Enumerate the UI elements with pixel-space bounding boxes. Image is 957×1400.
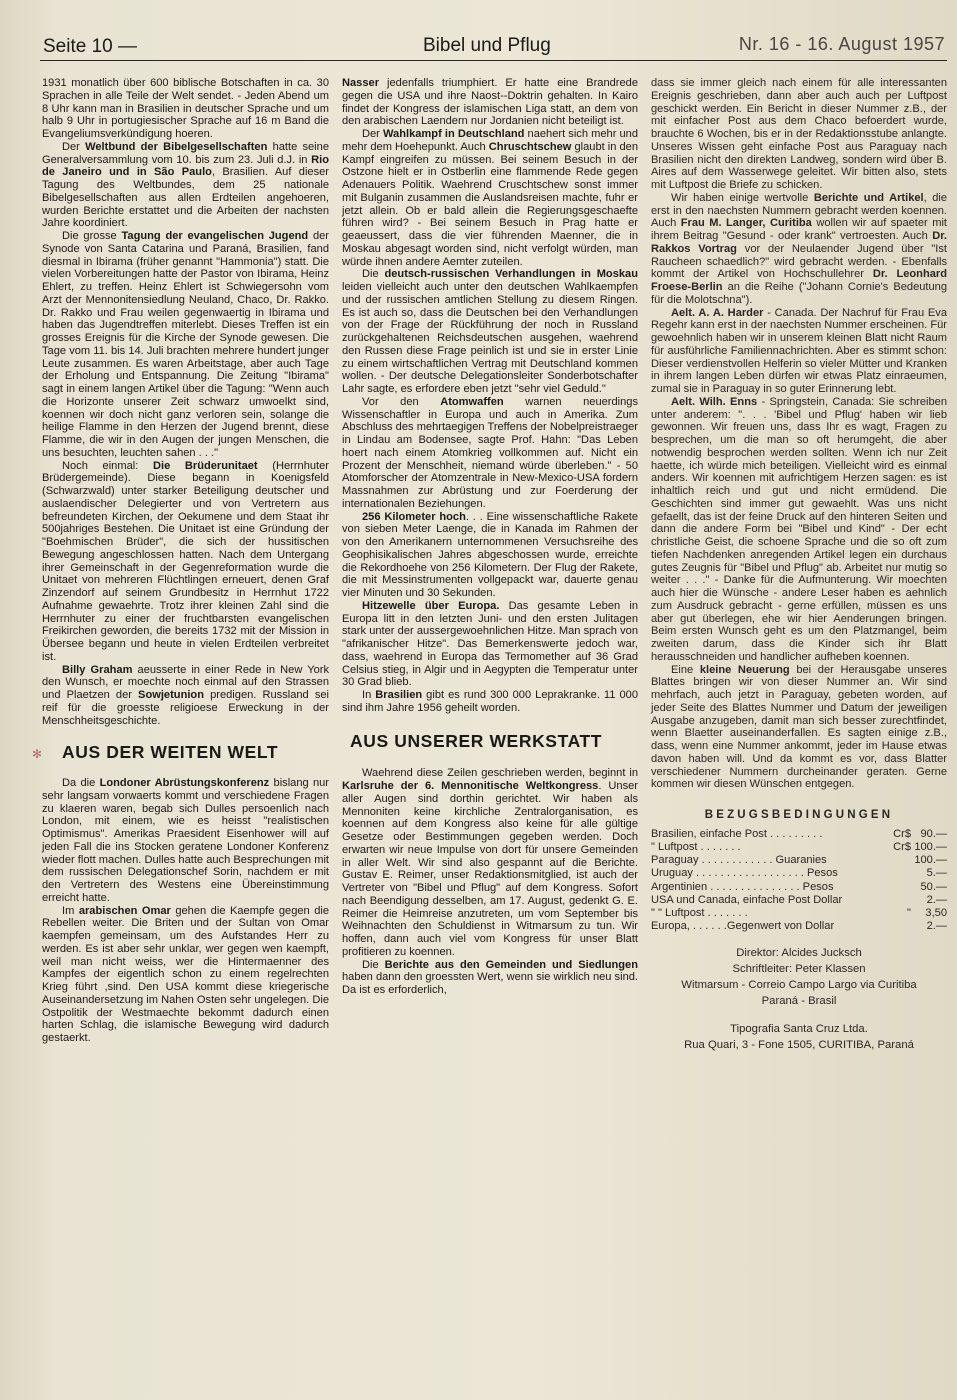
price-table <box>651 828 947 934</box>
printer-info <box>651 1021 947 1053</box>
paragraph: 256 Kilometer hoch. . . Eine wissenschaftliche Rakete von sieben Meter Laenge, die in Kanada im Rahmen der von den Amerikanern unternommenen Versuchsreihe des Geophisikalischen Jahres abgeschossen wurde, erreichte die Rekordhoehe von 256 Kilometern. Der Flug der Rakete, die mit Messinstrumenten vollgepackt war, dauerte genau vier Minuten und 30 Sekunden. <box>342 510 638 599</box>
paragraph: Aelt. A. A. Harder - Canada. Der Nachruf für Frau Eva Regehr kann erst in der naechsten Nummer erscheinen. Für gewoehnlich haben wir in unserem kleinen Blatt nicht Raum für ausführliche Familiennachrichten. Aber es stimmt schon: Dieser verdienstvollen Helferin so vieler Mütter und Kranken in ihrem langen Leben dürfen wir etwas Platz einraeumen, zumal sie in Paraguay in so guter Erinnerung lebt. <box>651 306 947 395</box>
paragraph: Im arabischen Omar gehen die Kaempfe gegen die Rebellen weiter. Die Briten und der Sultan von Omar kaempfen gemeinsam, um des Aufstandes Herr zu werden. Es ist aber sehr unklar, wer gegen wen kaempft, weil man nicht weiss, wer die Hintermaenner des Kampfes der eigentlich schon zu einem regelrechten Krieg führt ,sind. Den USA kommt diese kriegerische Auseinandersetzung im Nahen Osten sehr ungelegen. Die Ostpolitik der Westmaechte bekommt dadurch einen harten Schlag, die islamische Bewegung wird dadurch gestaerkt. <box>42 904 329 1044</box>
director-line: Direktor: Alcides Jucksch <box>736 947 862 960</box>
paragraph: Billy Graham aeusserte in einer Rede in New York den Wunsch, er moechte noch einmal auf den Strassen und Plaetzen der Sowjetunion predigen. Russland sei reif für die groesste religioese Erweckung in der Menschheitsgeschichte. <box>42 663 330 727</box>
price-row <box>651 867 947 880</box>
paragraph: Aelt. Wilh. Enns - Springstein, Canada: Sie schreiben unter anderem: ". . . 'Bibel und Pflug' haben wir lieb gewonnen. Wir freuen uns, dass Ihr es wagt, Fragen zu besprechen, um die man so oft herumgeht, die aber notwendig besprochen werden sollten. Wenn ich nur Zeit haette, ich würde mich beteiligen. Vielleicht wird es einmal anders. Wir koennen mit aufrichtigem Herzen sagen: es ist inhaltlich reich und gut und nicht ermüdend. Die Geschichten sind immer gut gewaehlt. Was uns nicht gefaellt, das ist der feine Druck auf den hinteren Seiten und dann die andere Form bei "Bibel und Kind" - Der echt christliche Geist, die schoene Sprache und die so oft zum tiefen Nachdenken anregenden Artikel legen ein durchaus gutes Zeugnis für "Bibel und Pflug" ab. Arbeitet nur mutig so weiter . . ." - Danke für die Aufmunterung. Wir moechten auch hier die Wünsche - andere Leser haben es aehnlich zum Ausdruck gebracht - gerne erfüllen, müssen es uns aber gut überlegen, ehe wir hier Aenderungen bringen. Beim ersten Wunsch geht es um den Platzmangel, beim zweiten darum, dass die Kinder sich ihr Blatt herausschneiden und handlicher aufheben koennen. <box>651 395 947 663</box>
address-line: Paraná - Brasil <box>761 995 837 1008</box>
paragraph: Die Berichte aus den Gemeinden und Siedlungen haben dann den groessten Wert, wenn sie wirklich neu sind. Da ist es erforderlich, <box>342 958 638 996</box>
price-amt: 5.— <box>926 867 947 880</box>
column-3 <box>651 77 947 1053</box>
page-header <box>40 30 945 58</box>
issue-date: Nr. 16 - 16. August 1957 <box>738 34 945 54</box>
price-cur <box>881 854 911 867</box>
price-row <box>651 920 947 933</box>
column-2 <box>342 77 638 997</box>
price-label: Paraguay . . . . . . . . . . . . Guaranies <box>651 854 827 867</box>
header-rule <box>40 60 947 61</box>
section-heading-werkstatt: AUS UNSERER WERKSTATT <box>350 730 603 751</box>
price-label: USA und Canada, einfache Post Dollar <box>651 893 843 906</box>
paragraph: Eine kleine Neuerung bei der Herausgabe unseres Blattes bringen wir von dieser Nummer an. Wir sind mehrfach, auch jetzt in Paraguay, gebeten worden, auf jeder Seite des Blattes Nummer und Datum der jeweiligen Ausgabe anzugeben, damit man sich besser zurechtfindet, wenn Blaetter auseinanderfallen. Es sagten einige z.B., dass, wenn eine Nummer ankommt, jeder im Hause etwas davon haben will. Und da kommt es vor, dass Blatter verschiedener Nummern durcheinander geraten. Gerne kommen wir diesen Wünschen entgegen. <box>651 663 947 791</box>
price-row <box>651 881 947 894</box>
paragraph: Die grosse Tagung der evangelischen Jugend der Synode von Santa Catarina und Paraná, Brasilien, fand diesmal in Ibirama (früher genannt "Hammonia") statt. Die vielen Vorbereitungen hatte der Pastor von Ibirama, Heinz Ehlert, zu treffen. Heinz Ehlert ist Schwiegersohn vom Arzt der Mennonitensiedlung Neuland, Chaco, Dr. Rakko. Dr. Rakko und Frau weilen gegenwaertig in Ibirama und haben das Jugendtreffen miterlebt. Dieses Treffen ist ein grosses Ereignis für die Kirche der Synode gewesen. Die Tage vom 11. bis 14. Juli brachten mehrere hundert junger Leute zusammen. Es waren Arbeitstage, aber auch Tage der Erholung und Entspannung. Die Zeitung "Ibirama" sagt in einem langen Artikel über die Tagung: "Wenn auch die Horizonte unserer Zeit schwarz umwoelkt sind, koennen wir doch nicht ganz verloren sein, solange die heilige Flamme in den Herzen der Jugend brennt, diese Flamme, die wir in den Augen der jungen Menschen, die uns besuchten, leuchten sahen . . ." <box>42 230 329 459</box>
paragraph: Der Weltbund der Bibelgesellschaften hatte seine Generalversammlung vom 10. bis zum 23. Juli d.J. in Rio de Janeiro und in São Paulo, Brasilien. Auf dieser Tagung des Weltbundes, dem 25 nationale Bibelgesellschaften aus allen Erdteilen angehoeren, wurden Berichte erstattet und die Arbeiten der nachsten Jahre koordiniert. <box>42 140 329 230</box>
paragraph: In Brasilien gibt es rund 300 000 Leprakranke. 11 000 sind ihm Jahre 1956 geheilt worden. <box>342 689 638 714</box>
price-cur: Cr$ <box>893 840 911 853</box>
paragraph: 1931 monatlich über 600 biblische Botschaften in ca. 30 Sprachen in alle Teile der Welt sendet. - Jeden Abend um 8 Uhr kann man in Brasilien in deutscher Sprache und um halb 9 Uhr in portugiesischer Sprache auf 16 m Band die Evangeliumsverkündigung hoeren. <box>42 77 329 140</box>
price-label: Brasilien, einfache Post . . . . . . . . . <box>651 827 823 840</box>
imprint <box>651 945 947 1009</box>
editor-line: Schriftleiter: Peter Klassen <box>732 963 866 976</box>
price-row <box>651 841 947 854</box>
paragraph: Hitzewelle über Europa. Das gesamte Leben in Europa litt in den letzten Juni- und den ersten Julitagen stark unter der aussergewoehnlichen Hitze. Man sprach von "afrikanischer Hitze". Das Bemerkenswerte jedoch war, dass, waehrend in Europa das Termomether auf 36 Grad Celsius stieg, in Algir und in Aegypten die Temperatur unter 30 Grad blieb. <box>342 599 639 689</box>
address-line: Witmarsum - Correio Campo Largo via Curitiba <box>681 979 917 992</box>
price-amt: 50.— <box>920 880 947 893</box>
price-cur <box>881 920 911 933</box>
paragraph: Vor den Atomwaffen warnen neuerdings Wissenschaftler in Europa und auch in Amerika. Zum Abschluss des mehrtaegigen Treffens der Nobelpreistraeger in Lindau am Bodensee, sagte Prof. Hahn: "Das Leben hoert nach einem Atomkrieg vollkommen auf. Nicht ein Prozent der Menschheit, niemand würde überleben." - 50 Atomforscher der Atomzentrale in New-Mexico-USA fordern Massnahmen zur Abrüstung und zur Foerderung der internationalen Beziehungen. <box>342 395 638 510</box>
price-amt: 100.— <box>914 854 947 867</box>
price-cur <box>881 894 911 907</box>
ornament-icon: ✻ <box>32 747 43 762</box>
section-heading-weiten-welt: ✻ AUS DER WEITEN WELT <box>32 742 279 763</box>
column-1 <box>32 77 330 1045</box>
price-row <box>651 828 947 841</box>
price-label: " Luftpost . . . . . . . <box>651 840 741 853</box>
publication-title: Bibel und Pflug <box>423 35 551 56</box>
price-cur: Cr$ <box>893 827 911 840</box>
price-amt: 2.— <box>926 893 947 906</box>
paragraph: Wir haben einige wertvolle Berichte und Artikel, die erst in den naechsten Nummern gebracht werden koennen. Auch Frau M. Langer, Curitiba wollen wir auf spaeter mit ihrem Beitrag "Gesund - oder krank" vertroesten. Auch Dr. Rakkos Vortrag vor der Neulaender Jugend über "Ist Raucheen schaedlich?" wird gebracht werden. - Ebenfalls kommt der Artikel von Hochschullehrer Dr. Leonhard Froese-Berlin an die Reihe ("Johann Cornie's Bedeutung für die Molotschna"). <box>651 191 947 306</box>
price-cur <box>881 867 911 880</box>
price-label: Uruguay . . . . . . . . . . . . . . . . . . Pesos <box>651 867 838 880</box>
subscription-heading: BEZUGSBEDINGUNGEN <box>704 809 894 821</box>
printer-line: Tipografia Santa Cruz Ltda. <box>730 1023 868 1036</box>
price-label: Europa, . . . . . .Gegenwert von Dollar <box>651 920 835 933</box>
price-row <box>651 894 947 907</box>
page-number: Seite 10 — <box>43 36 137 57</box>
price-row <box>651 907 947 920</box>
paragraph: Noch einmal: Die Brüderunitaet (Herrnhuter Brüdergemeinde). Diese begann in Koenigsfeld (Schwarzwald) unter starker Beteiligung deutscher und auslaendischer Delegierter und von Vertretern aus befreundeten Kirchen, der Oekumene und dem Staat ihr 500jahriges Bestehen. Die Unitaet ist eine Gründung der "Boehmischen Brüder", die sich der hussitischen Bewegung angeschlossen hatten. Nach dem Untergang ihrer Gemeinschaft in der Gegenreformation wurde die Unitaet von mehreren Flüchtlingen erneuert, denen Graf Zinzendorf auf seinem Grundbesitz in Herrnhut 1722 Aufnahme gewaehrte. Trotz ihrer kleinen Zahl sind die Herrnhuter zu einer der fruchtbarsten evangelischen Freikirchen geworden, die bereits 1732 mit der Mission in Übersee begann und heute in vielen Erdteilen verbreitet ist. <box>42 459 329 663</box>
printer-line: Rua Quari, 3 - Fone 1505, CURITIBA, Paraná <box>684 1039 914 1052</box>
price-amt: 3,50 <box>925 906 947 919</box>
paragraph: Nasser jedenfalls triumphiert. Er hatte eine Brandrede gegen die USA und ihre Naost--Doktrin gehalten. In Kairo findet der Kongress der islamischen Liga statt, an dem von den arabischen Laendern nur Jordanien nicht beteiligt ist. <box>342 77 638 128</box>
paragraph: Die deutsch-russischen Verhandlungen in Moskau leiden vielleicht auch unter den deutschen Wahlkaempfen und der russischen amtlichen Stellung zu diesem Ringen. Es ist auch so, dass die Deutschen bei den Verhandlungen von der Frage der Rückführung der noch in Russland zurückgehaltenen Reichsdeutschen ausgehen, waehrend den Russen diese Frage peinlich ist und sie in erster Linie zu einem wirtschaftlichen Vertrag mit Deutschland kommen wollen. - Der deutsche Delegationsleiter Sonderbotschafter Lahr sagte, es erfordere eben jetzt "sehr viel Geduld." <box>342 268 638 395</box>
paragraph: dass sie immer gleich nach einem für alle interessanten Ereignis geschrieben, dann aber auch auch per Luftpost geschickt werden. Ein Bericht in dieser Nummer z.B., der mit einfacher Post aus dem Chaco befoerdert wurde, brauchte 6 Wochen, bis er in der Redaktionsstube anlangte. Unseres Wissen geht einfache Post aus Paraguay nach Brasilien nicht den direkten Landweg, sondern wird über B. Aires auf dem Wasserwege geleitet. Wir bitten also, stets mit Luftpost die Briefe zu schicken. <box>651 77 947 191</box>
price-cur <box>881 881 911 894</box>
price-cur: " <box>907 906 911 919</box>
price-amt: 100.— <box>914 840 947 853</box>
price-amt: 90.— <box>920 827 947 840</box>
price-label: " " Luftpost . . . . . . . <box>651 906 748 919</box>
paragraph: Der Wahlkampf in Deutschland naehert sich mehr und mehr dem Hoehepunkt. Auch Chruschtschew glaubt in den Kampf eingreifen zu müssen. Bei seinem Besuch in der Ostzone hielt er in Ostberlin eine flammende Rede gegen Adenauers Politik. Waehrend Cruschtschew sonst immer mit Bulganin zusammen die Auslandsreisen machte, fuhr er jetzt allein. Ob er bald allein die Regierungsgeschaefte führen wird? - Bei seinem Besuch in Prag hatte er geaeussert, dass die vier führenden Maenner, die in Moskau abgesagt worden sind, nicht verfolgt würden, man würde ihnen andere Aemter zuteilen. <box>342 128 639 268</box>
paragraph: Da die Londoner Abrüstungskonferenz bislang nur sehr langsam vorwaerts kommt und verschiedene Fragen zu klaeren waren, begab sich Dulles persoenlich nach London, mit einem, wie es heisst "realistischen Optimismus". Amerikas Praesident Eisenhower will auf jeden Fall die ins Stocken geratene Londoner Konferenz wieder flott machen. Dulles hatte auch Besprechungen mit dem russischen Delegationschef Sorin, nachdem er mit den Vertretern des Westens eine Übereinstimmung erreicht hatte. <box>42 777 329 904</box>
price-amt: 2.— <box>926 920 947 933</box>
paragraph: Waehrend diese Zeilen geschrieben werden, beginnt in Karlsruhe der 6. Mennonitische Weltkongress. Unser aller Augen sind dorthin gerichtet. Wir haben als Mennoniten keine kirchliche Zentralorganisation, es koennen auf dem Kongress also keine für alle gültige Gesetze oder Bestimmungen gegeben werden. Doch erwarten wir neue Impulse von dort für unsere Gemeinden in aller Welt. Wir sind also gespannt auf die Berichte. Gustav E. Reimer, unser Redaktionsmitglied, ist auch der Vertreter von "Bibel und Pflug" auf dem Kongress. Sofort nach Beendigung desselben, am 17. August, gedenkt G. E. Reimer die Heimreise anzutreten, um vom September bis Weihnachten den Schuldienst in Witmarsum zu tun. Wir hoffen, dann auch viel vom Kongress für unser Blatt profitieren zu koennen. <box>342 767 638 958</box>
price-row <box>651 854 947 867</box>
price-label: Argentinien . . . . . . . . . . . . . . . Pesos <box>651 880 834 893</box>
